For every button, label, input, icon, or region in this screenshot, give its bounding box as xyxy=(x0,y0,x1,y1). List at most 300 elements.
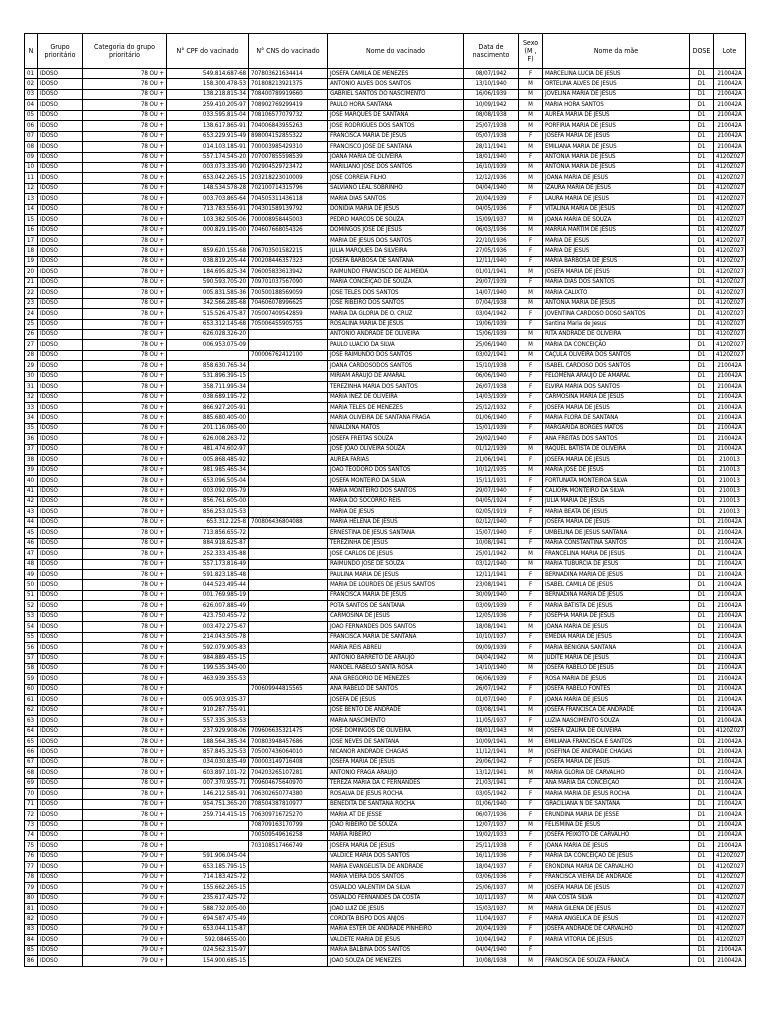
cell-n: 29 xyxy=(25,361,38,371)
cell-name: MARIA DE JESUS xyxy=(328,507,464,517)
cell-n: 81 xyxy=(25,904,38,914)
cell-name: MARIA DO SOCORRO REIS xyxy=(328,496,464,506)
cell-cpf: 155.662.265-15 xyxy=(167,883,249,893)
cell-priority-category: 78 OU + xyxy=(83,496,167,506)
cell-n: 02 xyxy=(25,79,38,89)
cell-priority-group: IDOSO xyxy=(38,622,83,632)
table-row xyxy=(25,799,746,809)
table-row xyxy=(25,611,746,621)
cell-cns xyxy=(249,893,328,903)
cell-lot: 210042A xyxy=(714,570,746,580)
header-row xyxy=(25,34,746,69)
cell-cns xyxy=(249,705,328,715)
cell-n: 33 xyxy=(25,403,38,413)
cell-lot: 210042A xyxy=(714,841,746,851)
cell-cpf: 653.229.915-49 xyxy=(167,131,249,141)
table-row xyxy=(25,632,746,642)
cell-n: 80 xyxy=(25,893,38,903)
cell-lot: 4120Z027 xyxy=(714,194,746,204)
cell-mother-name: ERONDINA MARIA DE CARVALHO xyxy=(543,862,690,872)
table-row xyxy=(25,695,746,705)
cell-cpf: 138.617.865-91 xyxy=(167,121,249,131)
cell-priority-category: 78 OU + xyxy=(83,643,167,653)
cell-birth-date: 06/06/1939 xyxy=(464,674,519,684)
cell-lot: 210042A xyxy=(714,538,746,548)
cell-sex: F xyxy=(519,632,543,642)
cell-mother-name: MARIA GILENA DE JESUS xyxy=(543,904,690,914)
cell-sex: F xyxy=(519,924,543,934)
cell-priority-category: 79 OU + xyxy=(83,851,167,861)
cell-cpf: 856.761.605-00 xyxy=(167,496,249,506)
cell-n: 85 xyxy=(25,945,38,955)
cell-sex: M xyxy=(519,705,543,715)
cell-priority-group: IDOSO xyxy=(38,674,83,684)
cell-sex: M xyxy=(519,298,543,308)
cell-sex: M xyxy=(519,288,543,298)
cell-priority-group: IDOSO xyxy=(38,496,83,506)
cell-sex: F xyxy=(519,476,543,486)
cell-cpf: 038.819.205-44 xyxy=(167,256,249,266)
cell-n: 17 xyxy=(25,236,38,246)
cell-name: JOANA CARDOSODOS SANTOS xyxy=(328,361,464,371)
cell-cns xyxy=(249,549,328,559)
cell-cns xyxy=(249,601,328,611)
cell-n: 69 xyxy=(25,778,38,788)
cell-cpf: 005.903.935-37 xyxy=(167,695,249,705)
table-row xyxy=(25,507,746,517)
cell-dose: D1 xyxy=(690,893,714,903)
cell-lot: 210042A xyxy=(714,747,746,757)
cell-birth-date: 03/05/1942 xyxy=(464,789,519,799)
cell-cpf: 866.927.205-91 xyxy=(167,403,249,413)
cell-cns xyxy=(249,935,328,945)
cell-sex: F xyxy=(519,872,543,882)
cell-priority-category: 79 OU + xyxy=(83,935,167,945)
cell-dose: D1 xyxy=(690,517,714,527)
cell-birth-date: 25/11/1938 xyxy=(464,841,519,851)
cell-lot: 4120Z027 xyxy=(714,162,746,172)
cell-cns: 704606078996625 xyxy=(249,298,328,308)
cell-sex: F xyxy=(519,810,543,820)
cell-priority-group: IDOSO xyxy=(38,194,83,204)
cell-dose: D1 xyxy=(690,684,714,694)
cell-priority-category: 78 OU + xyxy=(83,799,167,809)
cell-cns xyxy=(249,643,328,653)
cell-cpf: 885.680.405-00 xyxy=(167,413,249,423)
cell-sex: F xyxy=(519,528,543,538)
cell-dose: D1 xyxy=(690,538,714,548)
cell-priority-group: IDOSO xyxy=(38,517,83,527)
cell-lot: 210042A xyxy=(714,643,746,653)
cell-name: NIVALDINA MATOS xyxy=(328,423,464,433)
cell-priority-group: IDOSO xyxy=(38,956,83,966)
cell-sex: F xyxy=(519,403,543,413)
cell-cpf xyxy=(167,830,249,840)
cell-birth-date: 04/05/1936 xyxy=(464,204,519,214)
cell-cns: 700500188569059 xyxy=(249,288,328,298)
cell-sex: F xyxy=(519,382,543,392)
cell-sex: M xyxy=(519,549,543,559)
cell-cns: 700208446357323 xyxy=(249,256,328,266)
cell-cns xyxy=(249,329,328,339)
cell-sex: F xyxy=(519,789,543,799)
cell-mother-name: FRANCELINA MARIA DE JESUS xyxy=(543,549,690,559)
cell-name: FRANCISCA MARIA DE JESUS xyxy=(328,131,464,141)
cell-name: JULIA MARQUES DA SILVEIRA xyxy=(328,246,464,256)
cell-priority-category: 79 OU + xyxy=(83,945,167,955)
cell-cpf: 033.595.815-04 xyxy=(167,110,249,120)
cell-dose: D1 xyxy=(690,236,714,246)
table-row xyxy=(25,538,746,548)
cell-mother-name: MARIA CALIXTO xyxy=(543,288,690,298)
cell-lot: 210042A xyxy=(714,674,746,684)
cell-mother-name: JOSEFA MARIA DE JESUS xyxy=(543,883,690,893)
cell-birth-date: 26/07/1938 xyxy=(464,382,519,392)
cell-cns: 700609944815565 xyxy=(249,684,328,694)
cell-lot: 4120Z027 xyxy=(714,914,746,924)
cell-priority-group: IDOSO xyxy=(38,757,83,767)
cell-name: MARIA INEZ DE OLIVEIRA xyxy=(328,392,464,402)
cell-name: MARIA BALBINA DOS SANTOS xyxy=(328,945,464,955)
cell-birth-date: 18/08/1941 xyxy=(464,622,519,632)
cell-priority-category: 78 OU + xyxy=(83,183,167,193)
cell-sex: F xyxy=(519,455,543,465)
cell-birth-date: 03/04/1942 xyxy=(464,309,519,319)
cell-cns xyxy=(249,403,328,413)
cell-n: 67 xyxy=(25,757,38,767)
table-row xyxy=(25,309,746,319)
table-row xyxy=(25,684,746,694)
cell-birth-date: 12/12/1936 xyxy=(464,173,519,183)
cell-dose: D1 xyxy=(690,329,714,339)
cell-priority-group: IDOSO xyxy=(38,538,83,548)
cell-dose: D1 xyxy=(690,507,714,517)
cell-cns: 702100714315796 xyxy=(249,183,328,193)
cell-sex: F xyxy=(519,778,543,788)
cell-sex: F xyxy=(519,945,543,955)
cell-mother-name: EMILIANA MARIA DE JESUS xyxy=(543,142,690,152)
cell-priority-group: IDOSO xyxy=(38,684,83,694)
cell-priority-group: IDOSO xyxy=(38,747,83,757)
table-row xyxy=(25,883,746,893)
cell-cpf: 034.030.835-49 xyxy=(167,757,249,767)
cell-n: 66 xyxy=(25,747,38,757)
cell-birth-date: 21/03/1941 xyxy=(464,778,519,788)
cell-birth-date: 10/10/1937 xyxy=(464,632,519,642)
table-row xyxy=(25,862,746,872)
cell-mother-name: JOANA MARIA DE JESUS xyxy=(543,841,690,851)
cell-birth-date: 03/08/1941 xyxy=(464,705,519,715)
cell-cpf: 531.896.395-15 xyxy=(167,371,249,381)
cell-cns xyxy=(249,413,328,423)
cell-dose: D1 xyxy=(690,622,714,632)
cell-mother-name: MARIA BEATA DE JESUS xyxy=(543,507,690,517)
cell-dose: D1 xyxy=(690,256,714,266)
cell-mother-name: IZAURA MARIA DE JESUS xyxy=(543,183,690,193)
cell-mother-name: JOSEPHA MARIA DE JESUS xyxy=(543,611,690,621)
table-row xyxy=(25,580,746,590)
cell-cns: 705007409542859 xyxy=(249,309,328,319)
cell-lot: 210042A xyxy=(714,653,746,663)
cell-cns xyxy=(249,851,328,861)
cell-mother-name: ANA FREITAS DOS SANTOS xyxy=(543,434,690,444)
cell-mother-name: ANTONIA MARIA DE JESUS xyxy=(543,298,690,308)
cell-birth-date: 16/11/1936 xyxy=(464,851,519,861)
cell-priority-category: 78 OU + xyxy=(83,79,167,89)
cell-dose: D1 xyxy=(690,298,714,308)
cell-cns: 706703501582215 xyxy=(249,246,328,256)
cell-priority-group: IDOSO xyxy=(38,893,83,903)
cell-n: 44 xyxy=(25,517,38,527)
cell-birth-date: 12/05/1936 xyxy=(464,611,519,621)
cell-n: 11 xyxy=(25,173,38,183)
cell-birth-date: 28/11/1941 xyxy=(464,142,519,152)
cell-n: 72 xyxy=(25,810,38,820)
cell-birth-date: 16/06/1939 xyxy=(464,89,519,99)
cell-lot: 210042A xyxy=(714,444,746,454)
cell-n: 39 xyxy=(25,465,38,475)
cell-dose: D1 xyxy=(690,89,714,99)
cell-n: 46 xyxy=(25,538,38,548)
cell-dose: D1 xyxy=(690,632,714,642)
cell-n: 57 xyxy=(25,653,38,663)
cell-sex: M xyxy=(519,820,543,830)
cell-n: 36 xyxy=(25,434,38,444)
cell-birth-date: 05/07/1938 xyxy=(464,131,519,141)
cell-priority-group: IDOSO xyxy=(38,935,83,945)
cell-dose: D1 xyxy=(690,382,714,392)
cell-lot: 210013 xyxy=(714,476,746,486)
cell-dose: D1 xyxy=(690,173,714,183)
cell-name: DOMINGOS JOSE DE JESUS xyxy=(328,225,464,235)
cell-lot: 4120Z027 xyxy=(714,215,746,225)
cell-priority-category: 78 OU + xyxy=(83,768,167,778)
cell-dose: D1 xyxy=(690,423,714,433)
cell-cns: 700803948457686 xyxy=(249,737,328,747)
cell-sex: F xyxy=(519,371,543,381)
cell-cpf: 857.845.325-53 xyxy=(167,747,249,757)
cell-cns xyxy=(249,538,328,548)
cell-mother-name: JOVELINA MARIA DE JESUS xyxy=(543,89,690,99)
table-row xyxy=(25,340,746,350)
cell-n: 47 xyxy=(25,549,38,559)
cell-name: JOSEFA MONTEIRO DA SILVA xyxy=(328,476,464,486)
table-row xyxy=(25,152,746,162)
cell-birth-date: 19/06/1939 xyxy=(464,319,519,329)
cell-dose: D1 xyxy=(690,924,714,934)
cell-n: 79 xyxy=(25,883,38,893)
cell-lot: 210042A xyxy=(714,684,746,694)
cell-priority-group: IDOSO xyxy=(38,904,83,914)
cell-cpf: 138.218.815-34 xyxy=(167,89,249,99)
cell-mother-name: MARIA CONSTANTINA SANTOS xyxy=(543,538,690,548)
cell-sex: M xyxy=(519,173,543,183)
cell-cns: 898004152855322 xyxy=(249,131,328,141)
cell-priority-group: IDOSO xyxy=(38,288,83,298)
table-row xyxy=(25,69,746,79)
cell-cpf: 954.751.365-20 xyxy=(167,799,249,809)
cell-mother-name: JOANA MARIA DE SOUZA xyxy=(543,215,690,225)
cell-sex: M xyxy=(519,142,543,152)
cell-sex: M xyxy=(519,162,543,172)
cell-lot: 4120Z027 xyxy=(714,225,746,235)
cell-lot: 4120Z027 xyxy=(714,883,746,893)
cell-n: 43 xyxy=(25,507,38,517)
col-header-sex: Sexo (M , F) xyxy=(519,34,543,69)
cell-n: 08 xyxy=(25,142,38,152)
col-header-cpf: N° CPF do vacinado xyxy=(167,34,249,69)
cell-priority-group: IDOSO xyxy=(38,277,83,287)
cell-sex: F xyxy=(519,851,543,861)
cell-sex: F xyxy=(519,319,543,329)
cell-cpf: 214.043.505-78 xyxy=(167,632,249,642)
table-row xyxy=(25,162,746,172)
cell-dose: D1 xyxy=(690,590,714,600)
cell-lot: 210042A xyxy=(714,956,746,966)
table-row xyxy=(25,893,746,903)
cell-sex: M xyxy=(519,329,543,339)
cell-name: JOSEFA MARIA DE JESUS xyxy=(328,757,464,767)
cell-sex: M xyxy=(519,559,543,569)
cell-priority-category: 78 OU + xyxy=(83,601,167,611)
table-row xyxy=(25,653,746,663)
cell-name: TEREZA MARIA DA C FERNANDES xyxy=(328,778,464,788)
cell-name: SALVIANO LEAL SOBRINHO xyxy=(328,183,464,193)
cell-cpf xyxy=(167,236,249,246)
cell-sex: F xyxy=(519,246,543,256)
cell-cpf: 592.079.905-83 xyxy=(167,643,249,653)
table-row xyxy=(25,194,746,204)
cell-priority-group: IDOSO xyxy=(38,768,83,778)
cell-lot: 210042A xyxy=(714,737,746,747)
cell-name: JOSE BENTO DE ANDRADE xyxy=(328,705,464,715)
table-row xyxy=(25,142,746,152)
cell-sex: F xyxy=(519,799,543,809)
cell-cns: 704006843955263 xyxy=(249,121,328,131)
cell-lot: 4120Z027 xyxy=(714,236,746,246)
cell-dose: D1 xyxy=(690,319,714,329)
cell-birth-date: 19/02/1933 xyxy=(464,830,519,840)
cell-cns xyxy=(249,580,328,590)
cell-birth-date: 08/08/1938 xyxy=(464,110,519,120)
cell-cpf: 252.333.435-88 xyxy=(167,549,249,559)
cell-name: FRANCISCA MARIA DE SANTANA xyxy=(328,632,464,642)
cell-n: 35 xyxy=(25,423,38,433)
cell-n: 38 xyxy=(25,455,38,465)
cell-priority-category: 78 OU + xyxy=(83,444,167,454)
cell-priority-group: IDOSO xyxy=(38,79,83,89)
cell-priority-group: IDOSO xyxy=(38,350,83,360)
table-row xyxy=(25,350,746,360)
cell-dose: D1 xyxy=(690,570,714,580)
cell-sex: M xyxy=(519,883,543,893)
cell-priority-category: 78 OU + xyxy=(83,69,167,79)
cell-name: ERNESTINA DE JESUS SANTANA xyxy=(328,528,464,538)
cell-priority-group: IDOSO xyxy=(38,778,83,788)
cell-lot: 210042A xyxy=(714,79,746,89)
cell-cpf: 146.212.585-91 xyxy=(167,789,249,799)
table-row xyxy=(25,549,746,559)
cell-priority-group: IDOSO xyxy=(38,570,83,580)
cell-n: 75 xyxy=(25,841,38,851)
cell-birth-date: 26/07/1942 xyxy=(464,684,519,694)
cell-birth-date: 23/08/1941 xyxy=(464,580,519,590)
cell-cpf: 590.593.705-20 xyxy=(167,277,249,287)
cell-cns xyxy=(249,674,328,684)
cell-sex: F xyxy=(519,69,543,79)
cell-mother-name: RITA ANDRADE DE OLIVEIRA xyxy=(543,329,690,339)
cell-cpf: 005.868.485-92 xyxy=(167,455,249,465)
table-row xyxy=(25,246,746,256)
cell-cns xyxy=(249,590,328,600)
cell-lot: 210042A xyxy=(714,559,746,569)
cell-priority-group: IDOSO xyxy=(38,434,83,444)
cell-birth-date: 10/12/1935 xyxy=(464,465,519,475)
cell-mother-name: MARIA DE JESUS xyxy=(543,246,690,256)
col-header-n: N xyxy=(25,34,38,69)
cell-name: ROSALVA DE JESUS ROCHA xyxy=(328,789,464,799)
col-header-birth-date: Data de nascimento xyxy=(464,34,519,69)
cell-cns: 700008958445003 xyxy=(249,215,328,225)
cell-mother-name: MARRIA MARTIM DE JESUS xyxy=(543,225,690,235)
cell-name: CARMOSINA DE JESUS xyxy=(328,611,464,621)
cell-dose: D1 xyxy=(690,789,714,799)
cell-cns: 708504387810977 xyxy=(249,799,328,809)
cell-mother-name: JOSEFA MARIA DE JESUS xyxy=(543,267,690,277)
cell-lot: 210042A xyxy=(714,382,746,392)
cell-cpf: 653.312.225-8 xyxy=(167,517,249,527)
cell-birth-date: 25/01/1942 xyxy=(464,549,519,559)
cell-sex: F xyxy=(519,194,543,204)
cell-mother-name: MARIA HORA SANTOS xyxy=(543,100,690,110)
cell-dose: D1 xyxy=(690,945,714,955)
cell-birth-date: 15/10/1938 xyxy=(464,361,519,371)
cell-name: MARIA NASCIMENTO xyxy=(328,716,464,726)
cell-dose: D1 xyxy=(690,601,714,611)
cell-name: OSVALDO VALENTIM DA SILVA xyxy=(328,883,464,893)
cell-priority-category: 78 OU + xyxy=(83,131,167,141)
cell-priority-group: IDOSO xyxy=(38,632,83,642)
cell-birth-date: 08/01/1943 xyxy=(464,726,519,736)
cell-name: TEREZINHA MARIA DOS SANTOS xyxy=(328,382,464,392)
cell-cns xyxy=(249,695,328,705)
cell-sex: M xyxy=(519,183,543,193)
cell-cns: 704203265107281 xyxy=(249,768,328,778)
cell-lot: 210042A xyxy=(714,705,746,715)
cell-birth-date: 15/06/1939 xyxy=(464,329,519,339)
cell-mother-name: JOSEFA PEIXOTO DE CARVALHO xyxy=(543,830,690,840)
table-row xyxy=(25,674,746,684)
cell-sex: F xyxy=(519,601,543,611)
cell-dose: D1 xyxy=(690,371,714,381)
cell-priority-group: IDOSO xyxy=(38,695,83,705)
cell-mother-name: ROSA MARIA DE JESUS xyxy=(543,674,690,684)
cell-cns: 702904529723472 xyxy=(249,162,328,172)
cell-cpf: 714.183.425-72 xyxy=(167,872,249,882)
cell-cns xyxy=(249,945,328,955)
cell-cns xyxy=(249,486,328,496)
cell-priority-category: 78 OU + xyxy=(83,622,167,632)
cell-lot: 4120Z027 xyxy=(714,256,746,266)
cell-cns: 704607668054326 xyxy=(249,225,328,235)
cell-cpf: 184.695.825-34 xyxy=(167,267,249,277)
cell-priority-group: IDOSO xyxy=(38,455,83,465)
table-row xyxy=(25,319,746,329)
cell-priority-category: 79 OU + xyxy=(83,872,167,882)
cell-birth-date: 03/02/1941 xyxy=(464,350,519,360)
cell-birth-date: 15/07/1940 xyxy=(464,528,519,538)
cell-mother-name: MARIA FLORA DE SANTANA xyxy=(543,413,690,423)
